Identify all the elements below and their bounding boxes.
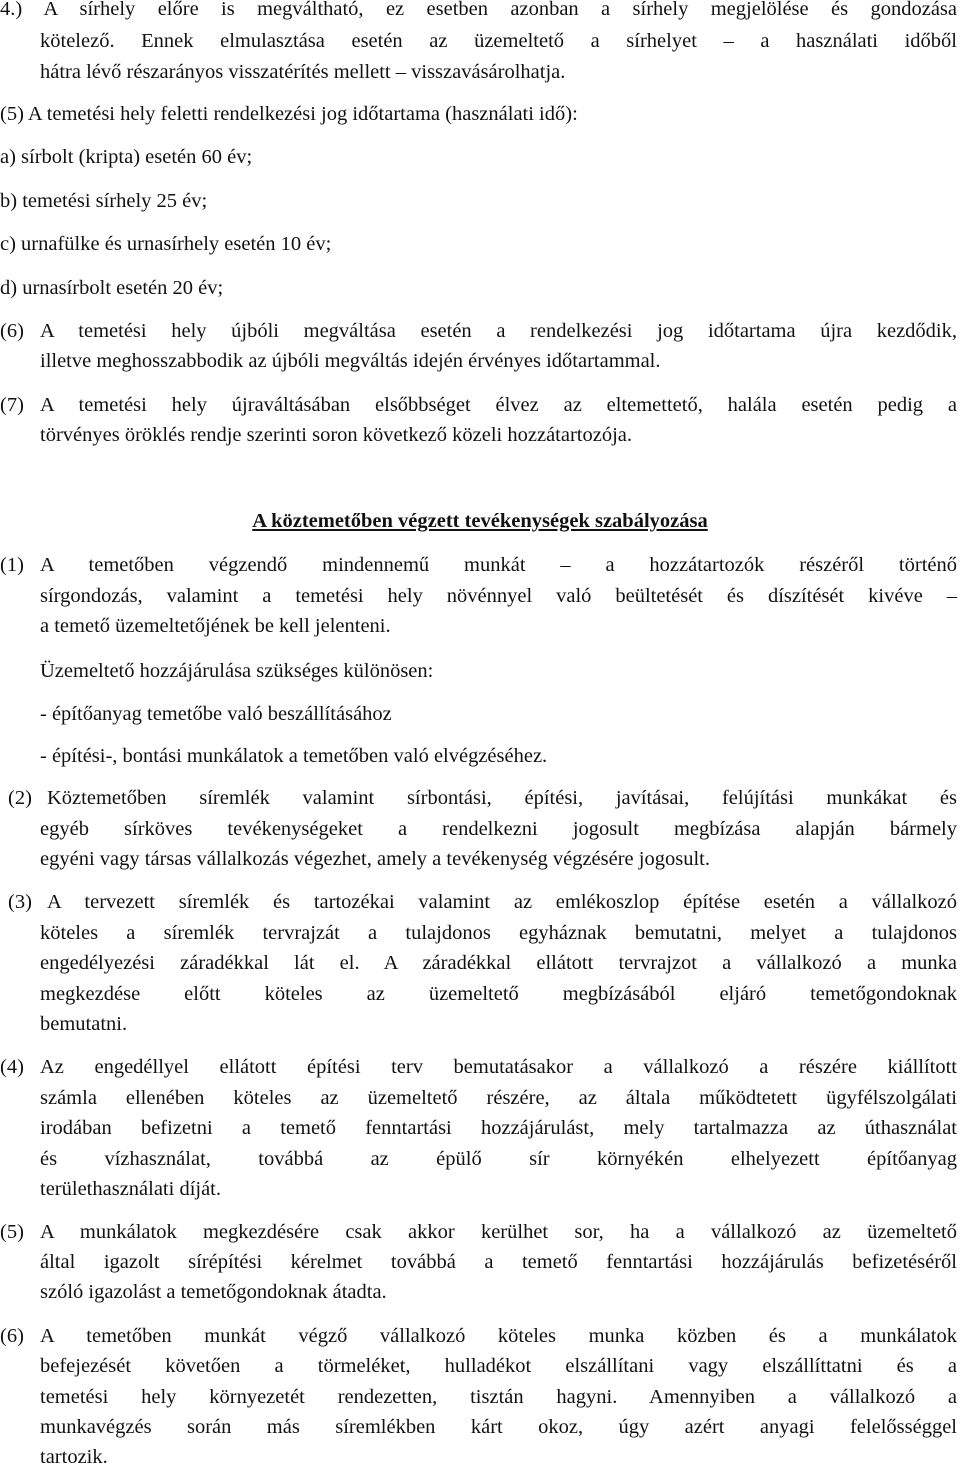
text-line: számla ellenében köteles az üzemeltető részére, az általa működtetett ügyfélszolgálati: [40, 1087, 957, 1109]
text-line: egyéni vagy társas vállalkozás végezhet, amely a tevékenység végzésére jogosult.: [40, 848, 710, 870]
text-line: illetve meghosszabbodik az újbóli megváltás idején érvényes időtartammal.: [40, 350, 661, 372]
paragraph-number: (1): [0, 554, 24, 576]
section-title: A köztemetőben végzett tevékenységek szabályozása: [252, 510, 708, 532]
text-line: által igazolt sírépítési kérelmet továbbá a temető fenntartási hozzájárulás befizetéséről: [40, 1251, 957, 1273]
paragraph-number: (4): [0, 1056, 24, 1078]
list-item: b) temetési sírhely 25 év;: [0, 190, 208, 212]
text-line: A temetőben munkát végző vállalkozó köteles munka közben és a munkálatok: [40, 1325, 957, 1347]
text-line: kötelező. Ennek elmulasztása esetén az üzemeltető a sírhelyet – a használati időből: [40, 30, 957, 52]
text-line: A munkálatok megkezdésére csak akkor kerülhet sor, ha a vállalkozó az üzemeltető: [40, 1221, 957, 1243]
text-line: és vízhasználat, továbbá az épülő sír környékén elhelyezett építőanyag: [40, 1148, 957, 1170]
text-line: tartozik.: [40, 1446, 108, 1468]
text-line: A tervezett síremlék és tartozékai valamint az emlékoszlop építése esetén a vállalkozó: [47, 891, 957, 913]
list-item: a) sírbolt (kripta) esetén 60 év;: [0, 146, 253, 168]
list-item: c) urnafülke és urnasírhely esetén 10 év;: [0, 233, 332, 255]
paragraph-number: (6): [0, 1325, 24, 1347]
paragraph-number: (3): [8, 891, 32, 913]
text-line: A temetési hely újraváltásában elsőbbséget élvez az eltemettető, halála esetén pedig a: [40, 394, 957, 416]
text-line: köteles a síremlék tervrajzát a tulajdonos egyháznak bemutatni, melyet a tulajdonos: [40, 922, 957, 944]
text-line: temetési hely környezetét rendezetten, tisztán hagyni. Amennyiben a vállalkozó a: [40, 1386, 957, 1408]
text-line: területhasználati díját.: [40, 1178, 222, 1200]
list-heading: (5) A temetési hely feletti rendelkezési jog időtartama (használati idő):: [0, 103, 578, 125]
text-line: sírgondozás, valamint a temetési hely növénnyel való beültetését és díszítését kivéve –: [40, 585, 957, 607]
text-line: befejezését követően a törmeléket, hulladékot elszállítani vagy elszállíttatni és a: [40, 1355, 957, 1377]
list-item: - építőanyag temetőbe való beszállításához: [40, 703, 392, 725]
text-line: 4.) A sírhely előre is megváltható, ez esetben azonban a sírhely megjelölése és gondozása: [0, 0, 957, 20]
text-line: megkezdése előtt köteles az üzemeltető megbízásából eljáró temetőgondoknak: [40, 983, 957, 1005]
text-line: a temető üzemeltetőjének be kell jelenteni.: [40, 615, 391, 637]
text-line: irodában befizetni a temető fenntartási hozzájárulást, mely tartalmazza az úthasználat: [40, 1117, 957, 1139]
text-line: A temetőben végzendő mindennemű munkát – a hozzátartozók részéről történő: [40, 554, 957, 576]
text-line: bemutatni.: [40, 1013, 128, 1035]
text-line: engedélyezési záradékkal lát el. A záradékkal ellátott tervrajzot a vállalkozó a munka: [40, 952, 957, 974]
text-line: hátra lévő részarányos visszatérítés mellett – visszavásárolhatja.: [40, 61, 566, 83]
text-line: Az engedéllyel ellátott építési terv bemutatásakor a vállalkozó a részére kiállított: [40, 1056, 957, 1078]
paragraph-number: (7): [0, 394, 24, 416]
paragraph-number: (5): [0, 1221, 24, 1243]
paragraph-number: (2): [8, 787, 32, 809]
paragraph-number: (6): [0, 320, 24, 342]
text-line: szóló igazolást a temetőgondoknak átadta.: [40, 1281, 387, 1303]
list-item: - építési-, bontási munkálatok a temetőben való elvégzéséhez.: [40, 745, 548, 767]
text-line: munkavégzés során más síremlékben kárt okoz, úgy azért anyagi felelősséggel: [40, 1416, 957, 1438]
text-line: egyéb sírköves tevékenységeket a rendelkezni jogosult megbízása alapján bármely: [40, 818, 957, 840]
list-item: d) urnasírbolt esetén 20 év;: [0, 277, 224, 299]
consent-intro: Üzemeltető hozzájárulása szükséges különösen:: [40, 660, 434, 682]
text-line: Köztemetőben síremlék valamint sírbontási, építési, javításai, felújítási munkákat és: [47, 787, 957, 809]
text-line: törvényes öröklés rendje szerinti soron következő közeli hozzátartozója.: [40, 424, 632, 446]
text-line: A temetési hely újbóli megváltása esetén a rendelkezési jog időtartama újra kezdődik,: [40, 320, 957, 342]
